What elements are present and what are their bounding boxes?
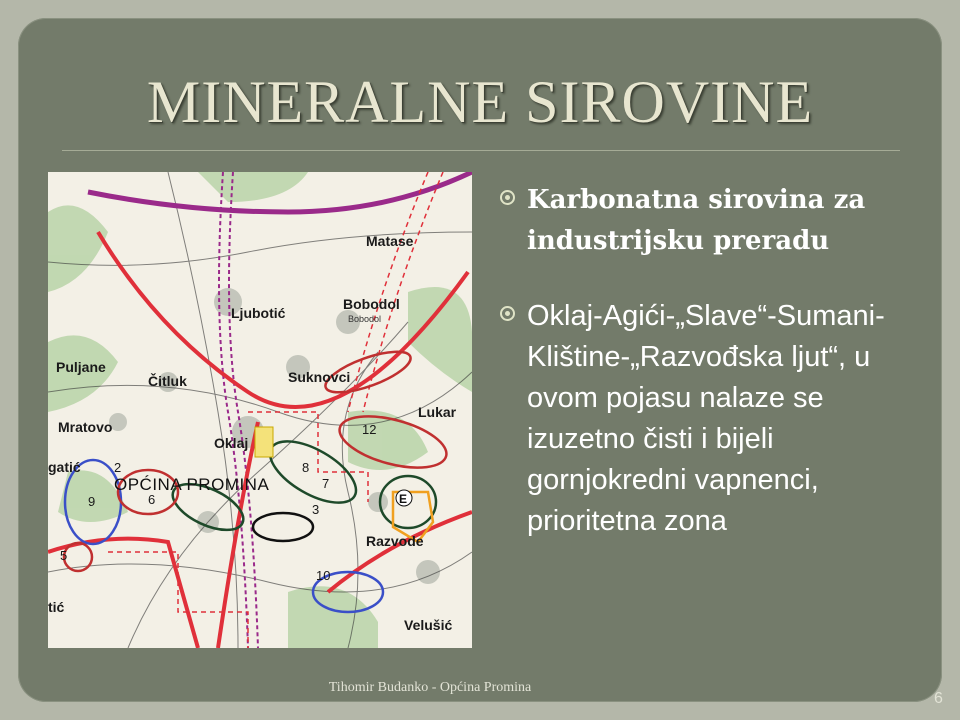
- map-label-oklaj: Oklaj: [214, 435, 249, 451]
- bullet-text: Karbonatna sirovina za industrijsku preradu: [527, 185, 866, 256]
- zone-number-6: 6: [148, 492, 156, 507]
- zone-number-2: 2: [114, 460, 122, 475]
- map-label-suknovci: Suknovci: [288, 369, 351, 385]
- title-divider: [62, 150, 900, 151]
- zone-number-10: 10: [316, 568, 331, 583]
- bullet-text: Oklaj-Agići-„Slave“-Sumani-Klištine-„Razvođska ljut“, u ovom pojasu nalaze se izuzetno čisti i bijeli gornjokredni vapnenci, prioritetna zona: [527, 300, 885, 537]
- zone-number-9: 9: [88, 494, 96, 509]
- oklaj-center: [255, 427, 273, 457]
- bullet-circle-icon: [500, 190, 515, 205]
- map-label-lukar: Lukar: [418, 404, 457, 420]
- map-label-puljane: Puljane: [56, 359, 106, 375]
- map-label-velusic: Velušić: [404, 617, 453, 633]
- map-label-mratovo: Mratovo: [58, 419, 113, 435]
- bullet-circle-icon: [500, 306, 515, 321]
- bullet-item: [500, 180, 920, 262]
- map-label-citluk: Čitluk: [148, 373, 187, 389]
- zone-label-e: E: [399, 492, 408, 506]
- zone-e-marker: [396, 490, 412, 506]
- map-label-opcina-promina: OPĆINA PROMINA: [114, 475, 270, 494]
- zone-number-5: 5: [60, 548, 68, 563]
- slide-title: MINERALNE SIROVINE: [146, 69, 814, 135]
- map-label-bobodol: Bobodol: [343, 296, 400, 312]
- map-label-gatic: gatić: [48, 459, 81, 475]
- zone-number-8: 8: [302, 460, 310, 475]
- slide-footer: Tihomir Budanko - Općina Promina: [328, 680, 532, 695]
- zone-number-12: 12: [362, 422, 377, 437]
- map-label-tic: tić: [48, 599, 65, 615]
- map-label-matase: Matase: [366, 233, 414, 249]
- slide-number: 6: [934, 690, 943, 707]
- map-label-razvode: Razvode: [366, 533, 424, 549]
- map-graphic: [48, 172, 472, 648]
- topographic-map: [48, 172, 472, 648]
- bullet-list: [500, 180, 920, 576]
- map-label-bobodol-small: Bobodol: [348, 314, 382, 324]
- map-label-ljubotic: Ljubotić: [231, 305, 286, 321]
- zone-number-7: 7: [322, 476, 330, 491]
- zone-number-3: 3: [312, 502, 320, 517]
- bullet-item: [500, 296, 920, 542]
